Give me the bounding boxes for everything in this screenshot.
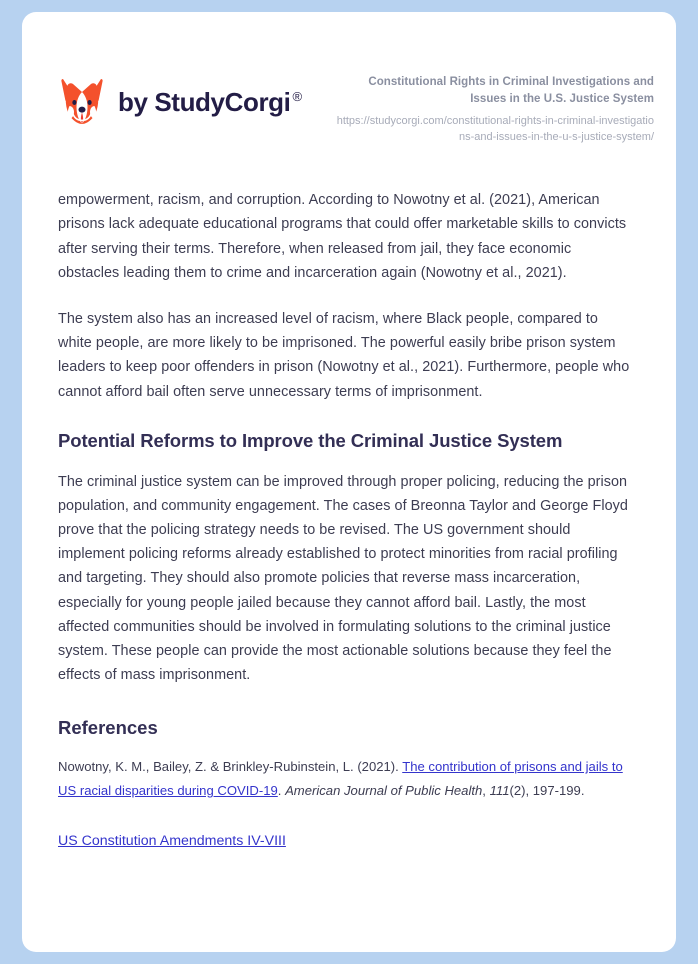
body-paragraph-2: The system also has an increased level of racism, where Black people, compared to white people, are more likely to be imprisoned. The powerful easily bribe prison system leaders to keep poor offenders in prison (Nowotny et al., 2021). Furthermore, people who cannot afford bail often serve unnecessary terms of imprisonment. xyxy=(58,310,630,400)
extra-reference-link-row xyxy=(58,829,632,853)
us-constitution-amendments-link[interactable]: US Constitution Amendments IV-VIII xyxy=(58,833,286,850)
reference-article-link[interactable]: The contribution of prisons and jails to US racial disparities during COVID-19 xyxy=(58,759,623,799)
brand-name-text: by StudyCorgi xyxy=(118,86,291,117)
reference-entry-1 xyxy=(58,755,632,803)
reference-volume: 111 xyxy=(489,783,510,799)
reference-journal-name: American Journal of Public Health xyxy=(285,783,483,799)
reference-issue-pages: (2), 197-199. xyxy=(509,783,585,799)
document-title: Constitutional Rights in Criminal Investigations and Issues in the U.S. Justice System xyxy=(368,76,654,105)
corgi-head-icon xyxy=(58,76,106,128)
brand-logo-block[interactable] xyxy=(58,70,302,128)
document-url[interactable]: https://studycorgi.com/constitutional-rights-in-criminal-investigations-and-issues-in-the-u-s-justice-system/ xyxy=(336,115,654,144)
reference-authors: Nowotny, K. M., Bailey, Z. & Brinkley-Rubinstein, L. (2021). xyxy=(58,759,403,775)
document-page xyxy=(22,12,676,952)
brand-wordmark xyxy=(118,87,302,118)
header-meta-block xyxy=(332,70,654,146)
section-heading-potential-reforms: Potential Reforms to Improve the Criminal Justice System xyxy=(58,429,563,451)
document-body xyxy=(22,188,676,853)
body-paragraph-1: empowerment, racism, and corruption. According to Nowotny et al. (2021), American prisons lack adequate educational programs that could offer marketable skills to convicts after serving their terms. Therefore, when released from jail, they face economic obstacles leading them to crime and incarceration again (Nowotny et al., 2021). xyxy=(58,192,627,281)
reference-separator: . xyxy=(277,783,286,799)
registered-trademark-icon: ® xyxy=(292,88,302,104)
document-header xyxy=(22,12,676,146)
reference-comma: , xyxy=(482,783,490,799)
body-paragraph-3: The criminal justice system can be improved through proper policing, reducing the prison population, and community engagement. The cases of Breonna Taylor and George Floyd prove that the policing strategy needs to be revised. The US government should implement policing reforms already established to protect minorities from racial profiling and targeting. They should also promote policies that reverse mass incarceration, especially for young people jailed because they cannot afford bail. Lastly, the most affected communities should be involved in formulating solutions to the criminal justice system. These people can provide the most actionable solutions because they feel the effects of mass imprisonment. xyxy=(58,473,628,684)
references-heading: References xyxy=(58,717,158,739)
